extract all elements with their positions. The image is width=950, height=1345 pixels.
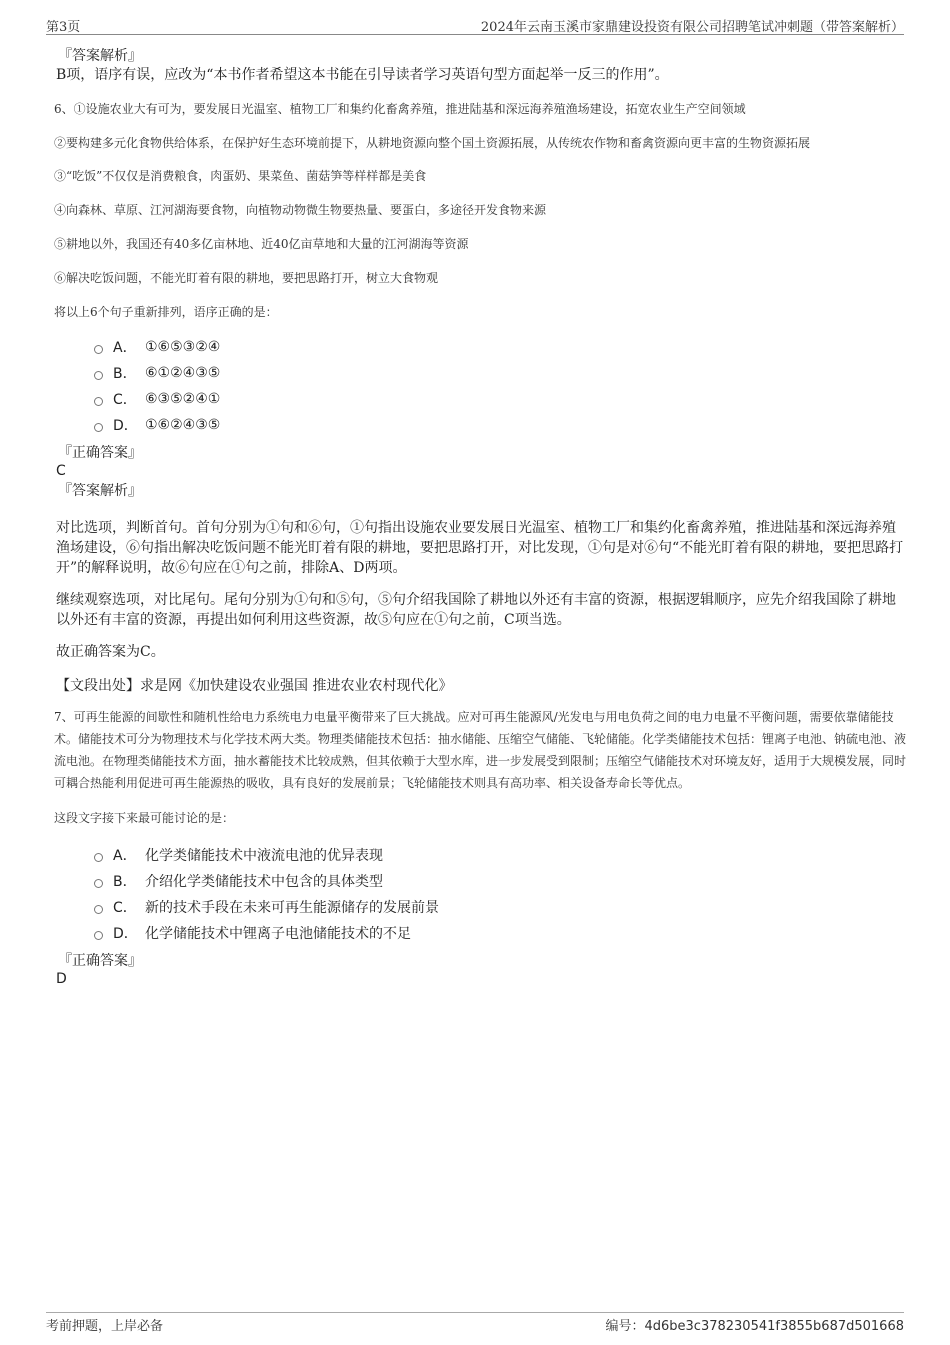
q6-option-d[interactable]: D． ①⑥②④③⑤ (94, 412, 906, 438)
document-body (56, 47, 906, 988)
answer-analysis-tag: 『答案解析』 (58, 48, 142, 64)
q6-source: 【文段出处】求是网《加快建设农业强国 推进农业农村现代化》 (56, 678, 453, 694)
q7-correct-tag: 『正确答案』 (58, 953, 142, 969)
radio-icon[interactable] (94, 397, 103, 406)
page-header (46, 14, 904, 35)
radio-icon[interactable] (94, 931, 103, 940)
q7-option-d[interactable]: D． 化学储能技术中锂离子电池储能技术的不足 (94, 920, 906, 946)
q7-option-a[interactable]: A． 化学类储能技术中液流电池的优异表现 (94, 842, 906, 868)
page-footer (46, 1312, 904, 1335)
q7-option-c[interactable]: C． 新的技术手段在未来可再生能源储存的发展前景 (94, 894, 906, 920)
q7-correct-answer: D (56, 971, 67, 987)
q6-option-b[interactable]: B． ⑥①②④③⑤ (94, 360, 906, 386)
q6-analysis-paragraph-1: 对比选项，判断首句。首句分别为①句和⑥句，①句指出设施农业要发展日光温室、植物工厂和集约化畜禽养殖，推进陆基和深远海养殖渔场建设，⑥句指出解决吃饭问题不能光盯着有限的耕地，要把思路打开，对比发现，①句是对⑥句“不能光盯着有限的耕地，要把思路打开”的解释说明，故⑥句应在①句之前，排除A、D两项。 (56, 520, 904, 576)
q6-sentence-5: ⑤耕地以外，我国还有40多亿亩林地、近40亿亩草地和大量的江河湖海等资源 (54, 237, 469, 251)
q6-sentence-1: 6、①设施农业大有可为，要发展日光温室、植物工厂和集约化畜禽养殖，推进陆基和深远海养殖渔场建设，拓宽农业生产空间领域 (54, 102, 746, 116)
q6-correct-tag: 『正确答案』 (58, 445, 142, 461)
radio-icon[interactable] (94, 345, 103, 354)
q6-correct-answer: C (56, 463, 66, 479)
q6-sentence-3: ③“吃饭”不仅仅是消费粮食，肉蛋奶、果菜鱼、菌菇笋等样样都是美食 (54, 169, 427, 183)
q6-sentence-2: ②要构建多元化食物供给体系，在保护好生态环境前提下，从耕地资源向整个国土资源拓展，从传统农作物和畜禽资源向更丰富的生物资源拓展 (54, 136, 811, 150)
q7-options (94, 842, 906, 946)
page-number: 第3页 (46, 20, 81, 35)
answer-analysis-text: B项，语序有误，应改为“本书作者希望这本书能在引导读者学习英语句型方面起举一反三的作用”。 (56, 67, 669, 83)
question-6 (54, 99, 906, 696)
radio-icon[interactable] (94, 371, 103, 380)
q6-prompt: 将以上6个句子重新排列，语序正确的是： (54, 305, 278, 319)
radio-icon[interactable] (94, 905, 103, 914)
q6-sentence-6: ⑥解决吃饭问题，不能光盯着有限的耕地，要把思路打开，树立大食物观 (54, 271, 439, 285)
q6-analysis-paragraph-3: 故正确答案为C。 (56, 644, 165, 660)
footer-slogan: 考前押题，上岸必备 (46, 1319, 164, 1334)
q7-prompt: 这段文字接下来最可能讨论的是： (54, 811, 235, 825)
document-title: 2024年云南玉溪市家鼎建设投资有限公司招聘笔试冲刺题（带答案解析） (480, 20, 904, 35)
q6-option-c[interactable]: C． ⑥③⑤②④① (94, 386, 906, 412)
q7-option-b[interactable]: B． 介绍化学类储能技术中包含的具体类型 (94, 868, 906, 894)
q6-sentence-4: ④向森林、草原、江河湖海要食物，向植物动物微生物要热量、要蛋白，多途径开发食物来源 (54, 203, 547, 217)
q6-options (94, 334, 906, 438)
q6-option-a[interactable]: A． ①⑥⑤③②④ (94, 334, 906, 360)
q7-text: 7、可再生能源的间歇性和随机性给电力系统电力电量平衡带来了巨大挑战。应对可再生能源风/光发电与用电负荷之间的电力电量不平衡问题，需要依靠储能技术。储能技术可分为物理技术与化学技术两大类。物理类储能技术包括：抽水储能、压缩空气储能、飞轮储能。化学类储能技术包括：锂离子电池、钠硫电池、液流电池。在物理类储能技术方面，抽水蓄能技术比较成熟，但其依赖于大型水库，进一步发展受到限制；压缩空气储能技术对环境友好，适用于大规模发展，同时可耦合热能利用促进可再生能源热的吸收，具有良好的发展前景；飞轮储能技术则具有高功率、相关设备寿命长等优点。 (54, 710, 907, 790)
q6-analysis-tag: 『答案解析』 (58, 483, 142, 499)
q6-analysis-paragraph-2: 继续观察选项，对比尾句。尾句分别为①句和⑤句，⑤句介绍我国除了耕地以外还有丰富的资源，根据逻辑顺序，应先介绍我国除了耕地以外还有丰富的资源，再提出如何利用这些资源，故⑤句应在①句之前，C项当选。 (56, 592, 896, 628)
document-code: 编号：4d6be3c378230541f3855b687d501668 (605, 1319, 904, 1334)
radio-icon[interactable] (94, 879, 103, 888)
radio-icon[interactable] (94, 853, 103, 862)
radio-icon[interactable] (94, 423, 103, 432)
question-7 (54, 706, 906, 988)
